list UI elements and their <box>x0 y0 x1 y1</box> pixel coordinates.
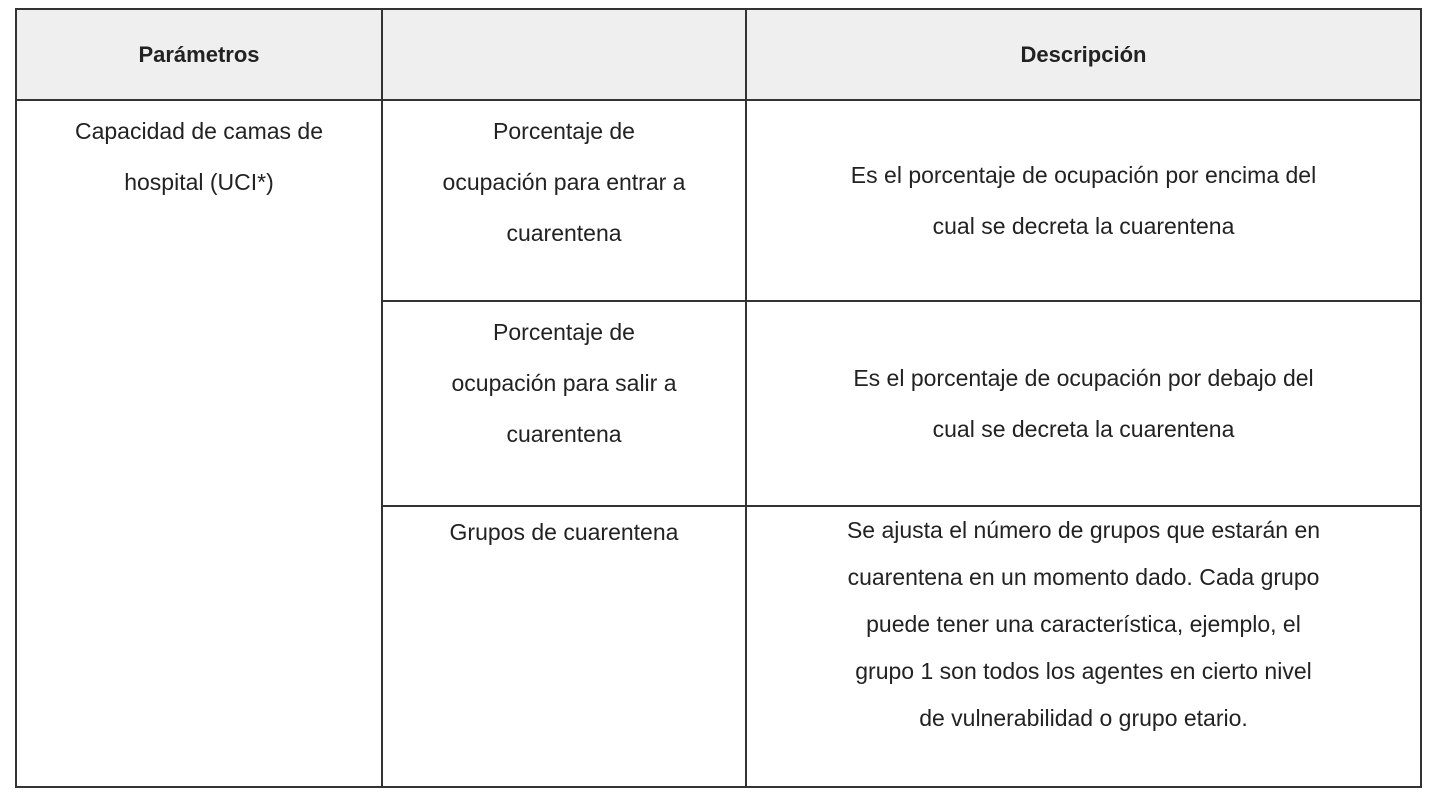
description-line: grupo 1 son todos los agentes en cierto nivel <box>855 658 1312 684</box>
header-row <box>16 9 1421 100</box>
table-row <box>16 100 1421 301</box>
subparameter-line: cuarentena <box>506 421 622 447</box>
header-empty <box>382 9 746 100</box>
parameter-cell <box>16 100 382 787</box>
description-cell <box>746 100 1421 301</box>
description-line: puede tener una característica, ejemplo, el <box>866 611 1301 637</box>
subparameter-line: ocupación para salir a <box>451 370 677 396</box>
subparameter-line: cuarentena <box>506 220 622 246</box>
description-line: cual se decreta la cuarentena <box>932 415 1235 442</box>
parameter-line: hospital (UCI*) <box>124 169 274 195</box>
subparameter-line: Porcentaje de <box>493 118 635 144</box>
parameter-line: Capacidad de camas de <box>74 118 324 144</box>
subparameter-line: ocupación para entrar a <box>442 169 686 195</box>
subparameter-cell <box>382 301 746 506</box>
subparameter-line: Grupos de cuarentena <box>449 519 679 545</box>
subparameter-cell <box>382 506 746 787</box>
header-parametros: Parámetros <box>16 9 382 100</box>
description-line: cuarentena en un momento dado. Cada grupo <box>847 564 1320 590</box>
parameters-table <box>15 8 1422 788</box>
description-line: cual se decreta la cuarentena <box>932 212 1235 239</box>
description-line: de vulnerabilidad o grupo etario. <box>919 705 1248 731</box>
subparameter-line: Porcentaje de <box>493 319 635 345</box>
description-line: Se ajusta el número de grupos que estarán en <box>846 517 1321 543</box>
description-cell <box>746 301 1421 506</box>
subparameter-cell <box>382 100 746 301</box>
header-descripcion: Descripción <box>746 9 1421 100</box>
description-line: Es el porcentaje de ocupación por encima del <box>850 161 1317 188</box>
description-cell <box>746 506 1421 787</box>
description-line: Es el porcentaje de ocupación por debajo del <box>853 364 1314 391</box>
